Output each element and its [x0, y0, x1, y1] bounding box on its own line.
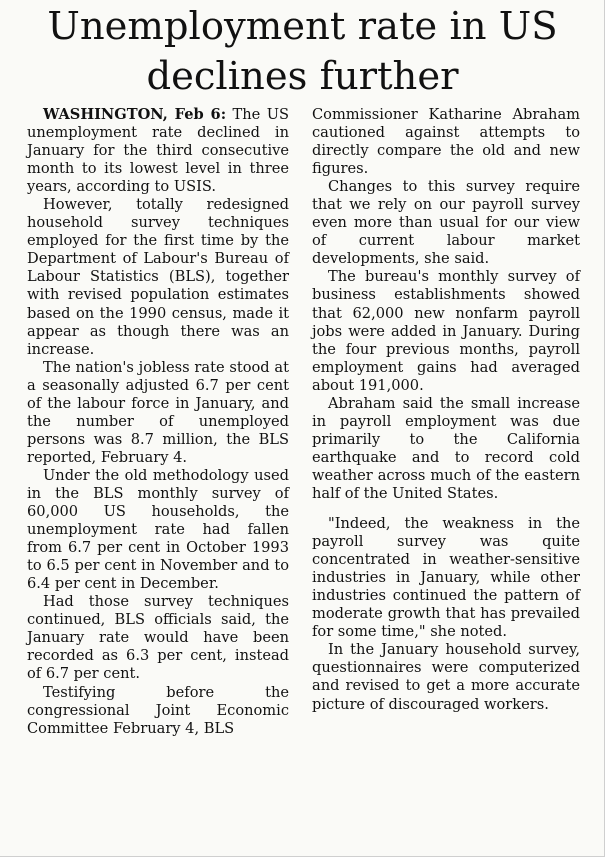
dateline: WASHINGTON, Feb 6: — [43, 106, 227, 123]
paragraph-quote: "Indeed, the weakness in the payroll survey was quite concentrated in weather-sensitive industries in January, while other industries continued the pattern of moderate growth that has prevailed for some time," she noted. — [312, 515, 580, 641]
headline-line-2: declines further — [146, 54, 459, 99]
paragraph: The bureau's monthly survey of business establishments showed that 62,000 new nonfarm payroll jobs were added in January. During the four previous months, payroll employment gains had averaged about 191,000. — [312, 268, 580, 394]
paragraph: In the January household survey, questionnaires were computerized and revised to get a more accurate picture of discouraged workers. — [312, 641, 580, 713]
paragraph: Had those survey techniques continued, BLS officials said, the January rate would have been recorded as 6.3 per cent, instead of 6.7 per cent. — [27, 593, 289, 683]
right-column — [312, 106, 580, 714]
paragraph: The nation's jobless rate stood at a seasonally adjusted 6.7 per cent of the labour force in January, and the number of unemployed persons was 8.7 million, the BLS reported, February 4. — [27, 358, 289, 466]
paragraph-text: The US unemployment rate declined in January for the third consecutive month to its lowest level in three years, according to USIS. — [27, 106, 289, 196]
paragraph: Abraham said the small increase in payroll employment was due primarily to the California earthquake and to record cold weather across much of the eastern half of the United States. — [312, 394, 580, 502]
left-column — [27, 106, 289, 738]
headline-line-1: Unemployment rate in US — [47, 4, 558, 49]
paragraph: Changes to this survey require that we rely on our payroll survey even more than usual for our view of current labour market developments, she said. — [312, 178, 580, 268]
paragraph: However, totally redesigned household survey techniques employed for the first time by the Department of Labour's Bureau of Labour Statistics (BLS), together with revised population estimates based on the 1990 census, made it appear as though there was an increase. — [27, 196, 289, 358]
headline — [0, 2, 605, 102]
paragraph: Under the old methodology used in the BLS monthly survey of 60,000 US households, the unemployment rate had fallen from 6.7 per cent in October 1993 to 6.5 per cent in November and to 6.4 per cent in December. — [27, 466, 289, 593]
paragraph: Testifying before the congressional Joint Economic Committee February 4, BLS — [27, 683, 289, 737]
paragraph-continued: Commissioner Katharine Abraham cautioned against attempts to directly compare the old and new figures. — [312, 106, 580, 178]
paragraph-lead — [27, 106, 289, 196]
